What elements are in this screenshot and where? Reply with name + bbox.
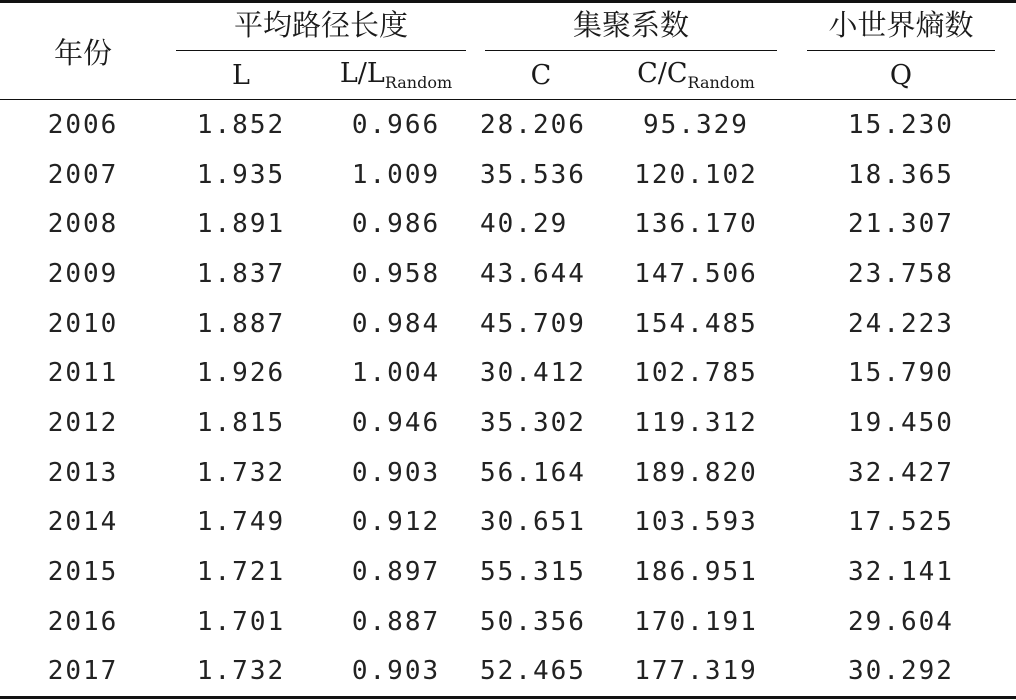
cell-l: 1.732 (196, 457, 286, 488)
cell-c: 52.465 (476, 647, 606, 698)
cell-c-ratio: 102.785 (634, 358, 758, 389)
cell-c: 40.29 (480, 209, 569, 240)
cell-c-ratio: 154.485 (634, 308, 758, 339)
cell-q: 24.223 (848, 308, 954, 339)
table-row (0, 249, 1016, 299)
cell-q: 23.758 (848, 258, 954, 289)
cell-l: 1.732 (166, 647, 316, 698)
cell-l: 1.815 (196, 407, 286, 438)
cell-year: 2010 (47, 308, 119, 339)
table-row (0, 498, 1016, 548)
cell-c-ratio: 170.191 (634, 606, 758, 637)
cell-q: 29.604 (848, 606, 954, 637)
group-label-clustering: 集聚系数 (485, 3, 777, 51)
cell-c: 28.206 (480, 109, 586, 140)
cell-l: 1.721 (196, 557, 286, 588)
cell-year: 2006 (47, 109, 119, 140)
cell-c-ratio: 186.951 (634, 557, 758, 588)
cell-c: 56.164 (480, 457, 586, 488)
cell-c-ratio: 136.170 (634, 209, 758, 240)
year-header: 年份 (0, 3, 166, 100)
col-header-C-ratio-sub: Random (687, 73, 755, 92)
cell-l-ratio: 0.986 (351, 209, 441, 240)
col-header-Q: Q (786, 51, 1016, 100)
group-header-entropy (786, 3, 1016, 51)
cell-l-ratio: 0.887 (351, 606, 441, 637)
cell-c-ratio: 95.329 (643, 109, 749, 140)
group-header-path-length (166, 3, 476, 51)
col-header-L-ratio-main: L/L (339, 58, 385, 89)
cell-year: 2015 (47, 557, 119, 588)
cell-l: 1.701 (196, 606, 286, 637)
cell-l-ratio: 0.897 (351, 557, 441, 588)
cell-c-ratio: 189.820 (634, 457, 758, 488)
table-row (0, 199, 1016, 249)
cell-l: 1.926 (196, 358, 286, 389)
cell-q: 17.525 (848, 507, 954, 538)
col-header-C: C (476, 51, 606, 100)
cell-q: 32.427 (848, 457, 954, 488)
table-row (0, 448, 1016, 498)
cell-c: 30.651 (480, 507, 586, 538)
col-header-L: L (166, 51, 316, 100)
cell-l: 1.749 (196, 507, 286, 538)
cell-l-ratio: 0.984 (351, 308, 441, 339)
cell-q: 21.307 (848, 209, 954, 240)
cell-c: 45.709 (480, 308, 586, 339)
cell-c-ratio: 103.593 (634, 507, 758, 538)
cell-l-ratio: 0.912 (351, 507, 441, 538)
cell-l-ratio: 0.946 (351, 407, 441, 438)
table-row (0, 299, 1016, 349)
cell-l: 1.837 (196, 258, 286, 289)
cell-year: 2007 (47, 159, 119, 190)
cell-year: 2009 (47, 258, 119, 289)
cell-l-ratio: 1.004 (351, 358, 441, 389)
table-row (0, 100, 1016, 150)
group-header-clustering (476, 3, 786, 51)
col-header-L-ratio (316, 51, 476, 100)
cell-c: 30.412 (480, 358, 586, 389)
cell-year: 2008 (47, 209, 119, 240)
cell-q: 30.292 (786, 647, 1016, 698)
cell-q: 15.230 (848, 109, 954, 140)
table-row (0, 398, 1016, 448)
table-row (0, 647, 1016, 698)
table-row (0, 348, 1016, 398)
cell-c: 35.302 (480, 407, 586, 438)
group-label-entropy: 小世界熵数 (807, 3, 995, 51)
col-header-L-ratio-sub: Random (384, 73, 453, 92)
cell-l: 1.852 (196, 109, 286, 140)
cell-year: 2013 (47, 457, 119, 488)
cell-q: 18.365 (848, 159, 954, 190)
cell-l-ratio: 0.966 (351, 109, 441, 140)
cell-year: 2016 (47, 606, 119, 637)
cell-year: 2017 (0, 647, 166, 698)
cell-q: 32.141 (848, 557, 954, 588)
table-body (0, 100, 1016, 698)
cell-c: 43.644 (480, 258, 586, 289)
cell-l: 1.891 (196, 209, 286, 240)
cell-l-ratio: 0.903 (351, 457, 441, 488)
group-label-path-length: 平均路径长度 (176, 3, 466, 51)
cell-c-ratio: 120.102 (634, 159, 758, 190)
cell-q: 15.790 (848, 358, 954, 389)
cell-l-ratio: 0.958 (351, 258, 441, 289)
table-header (0, 2, 1016, 100)
col-header-C-ratio-main: C/C (637, 58, 688, 89)
cell-year: 2011 (47, 358, 119, 389)
cell-year: 2014 (47, 507, 119, 538)
cell-c: 50.356 (480, 606, 586, 637)
cell-c-ratio: 177.319 (606, 647, 786, 698)
cell-c-ratio: 147.506 (634, 258, 758, 289)
cell-year: 2012 (47, 407, 119, 438)
table-row (0, 547, 1016, 597)
cell-l-ratio: 0.903 (316, 647, 476, 698)
col-header-C-ratio (606, 51, 786, 100)
cell-q: 19.450 (848, 407, 954, 438)
table-row (0, 597, 1016, 647)
cell-c-ratio: 119.312 (634, 407, 758, 438)
cell-c: 35.536 (480, 159, 586, 190)
cell-l-ratio: 1.009 (351, 159, 441, 190)
cell-l: 1.887 (196, 308, 286, 339)
cell-l: 1.935 (196, 159, 286, 190)
table-row (0, 150, 1016, 200)
cell-c: 55.315 (480, 557, 586, 588)
